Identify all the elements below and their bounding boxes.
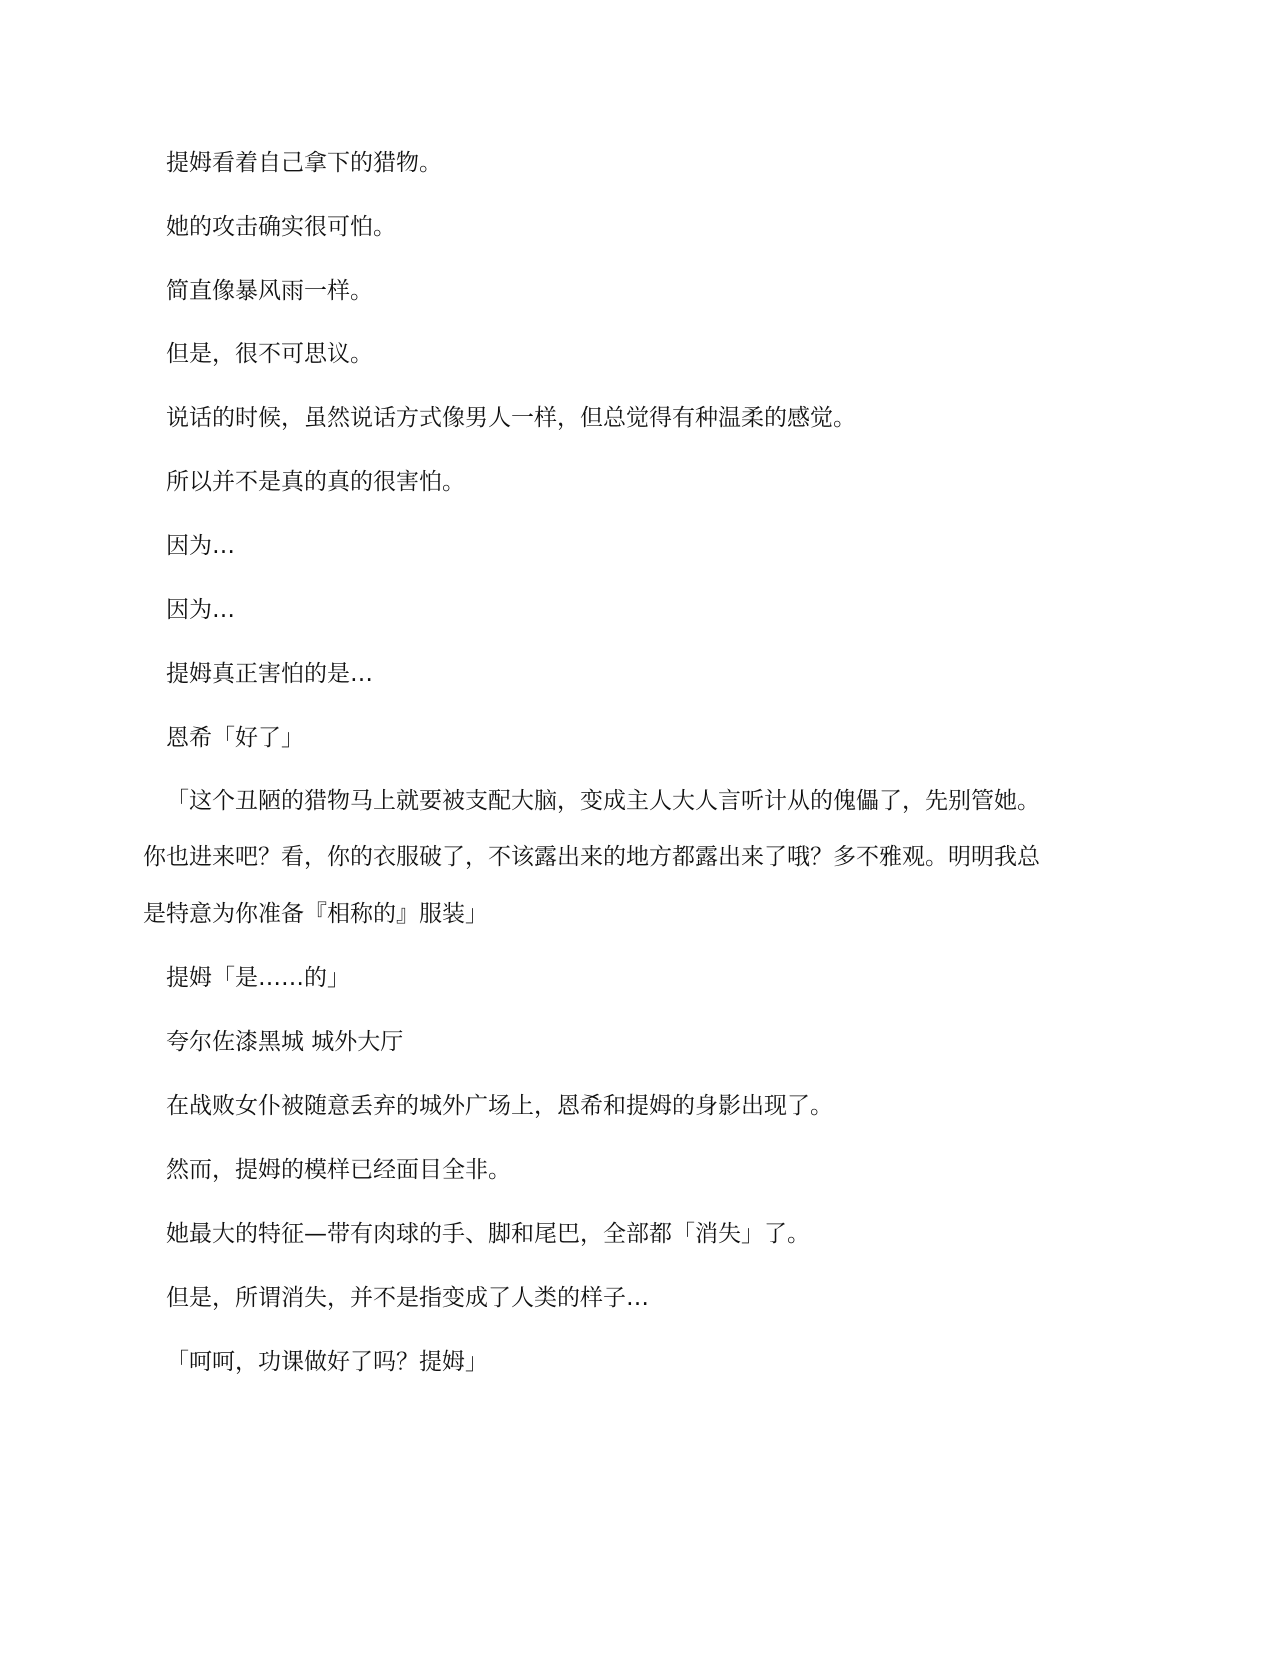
paragraph: 但是，所谓消失，并不是指变成了人类的样子… [166,1285,649,1311]
paragraph: 「呵呵，功课做好了吗？提姆」 [166,1349,488,1375]
dialogue-line-2: 你也进来吧？看，你的衣服破了，不该露出来的地方都露出来了哦？多不雅观。明明我总 [143,844,1040,870]
paragraph: 提姆看着自己拿下的猎物。 [166,150,442,176]
paragraph: 然而，提姆的模样已经面目全非。 [166,1157,511,1183]
paragraph: 她最大的特征—带有肉球的手、脚和尾巴，全部都「消失」了。 [166,1221,810,1247]
paragraph: 在战败女仆被随意丢弃的城外广场上，恩希和提姆的身影出现了。 [166,1093,833,1119]
paragraph: 因为… [166,597,235,623]
paragraph: 恩希「好了」 [166,725,304,751]
paragraph: 简直像暴风雨一样。 [166,278,373,304]
paragraph: 所以并不是真的真的很害怕。 [166,469,465,495]
dialogue-line-1: 「这个丑陋的猎物马上就要被支配大脑，变成主人大人言听计从的傀儡了，先别管她。 [166,788,1040,814]
paragraph: 说话的时候，虽然说话方式像男人一样，但总觉得有种温柔的感觉。 [166,405,856,431]
paragraph: 提姆「是……的」 [166,965,350,991]
paragraph: 但是，很不可思议。 [166,341,373,367]
paragraph: 她的攻击确实很可怕。 [166,214,396,240]
paragraph: 因为… [166,533,235,559]
dialogue-line-3: 是特意为你准备『相称的』服装」 [143,901,488,927]
paragraph: 提姆真正害怕的是… [166,661,373,687]
scene-heading: 夸尔佐漆黑城 城外大厅 [166,1029,404,1055]
